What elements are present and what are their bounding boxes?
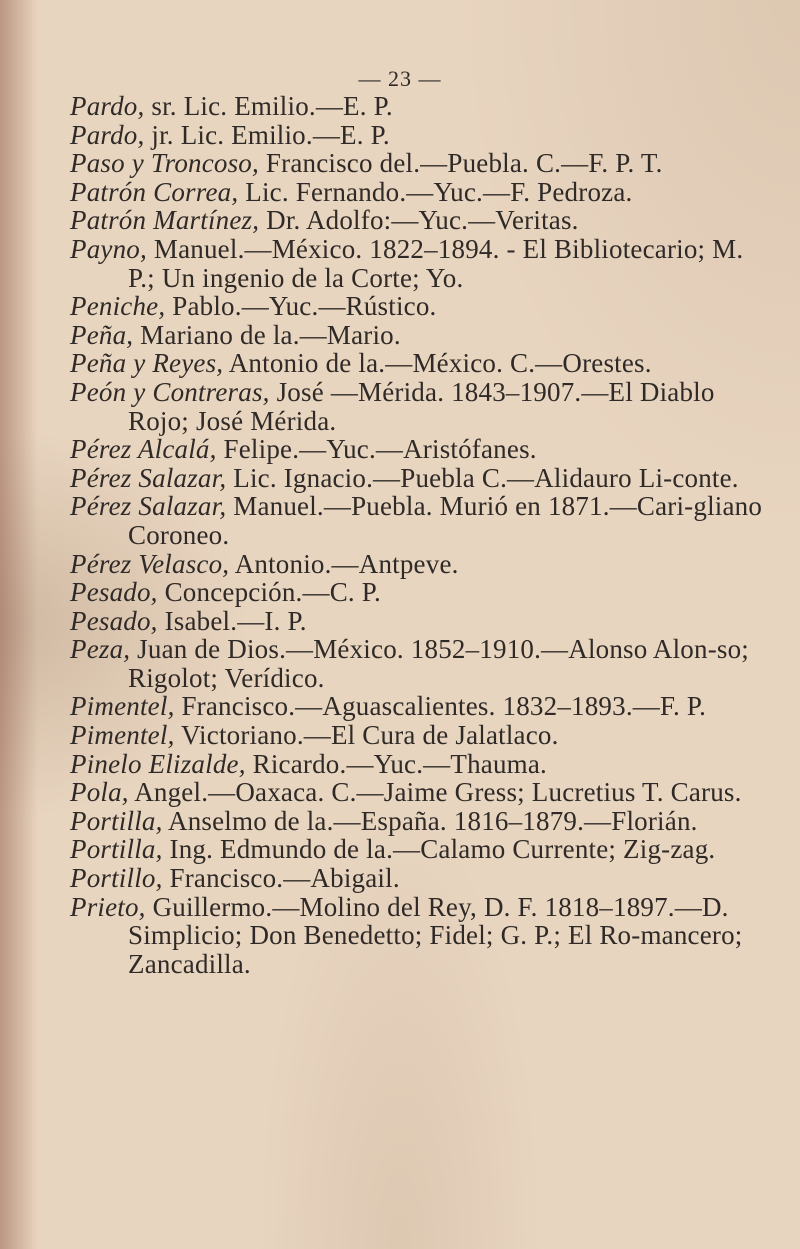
list-item [70,807,770,836]
entry-text: sr. Lic. Emilio.—E. P. [144,91,393,121]
list-item [70,893,770,979]
author-surname: Peza, [70,634,131,665]
author-surname: Pérez Salazar, [70,462,227,493]
list-item [70,292,770,321]
page-edge-shadow [0,0,38,1249]
list-item [70,92,770,121]
author-surname: Portilla, [70,834,163,865]
author-surname: Pardo, [70,119,145,150]
entry-text: Lic. Ignacio.—Puebla C.—Alidauro Li-conte. [226,462,739,493]
author-surname: Pérez Salazar, [70,491,227,522]
author-surname: Peña y Reyes, [70,348,224,379]
entry-text: Pablo.—Yuc.—Rústico. [165,291,437,322]
author-surname: Pinelo Elizalde, [70,748,246,779]
entry-text: Guillermo.—Molino del Rey, D. F. 1818–1897.—D. Simplicio; Don Benedetto; Fidel; G. P.; El Ro-mancero; Zancadilla. [128,891,743,979]
author-surname: Pola, [70,777,129,808]
entry-text: Isabel.—I. P. [157,605,307,636]
list-item [70,721,770,750]
author-surname: Prieto, [70,891,146,922]
list-item [70,378,770,435]
list-item [70,692,770,721]
pseudonym-list [70,92,770,978]
list-item [70,178,770,207]
entry-text: Antonio de la.—México. C.—Orestes. [223,348,652,379]
author-surname: Payno, [70,233,147,264]
list-item [70,550,770,579]
author-surname: Portillo, [70,863,163,894]
author-surname: Pérez Velasco, [70,548,230,579]
author-surname: Pimentel, [70,691,175,722]
entry-text: Juan de Dios.—México. 1852–1910.—Alonso Alon-so; Rigolot; Verídico. [128,634,750,693]
entry-text: Dr. Adolfo:—Yuc.—Veritas. [259,205,579,236]
list-item [70,750,770,779]
entry-text: Ing. Edmundo de la.—Calamo Currente; Zig-zag. [162,834,716,865]
author-surname: Peniche, [70,291,166,322]
entry-text: Mariano de la.—Mario. [133,319,401,350]
entry-text: jr. Lic. Emilio.—E. P. [144,119,390,150]
list-item [70,778,770,807]
list-item [70,121,770,150]
list-item [70,206,770,235]
list-item [70,864,770,893]
author-surname: Patrón Martínez, [70,205,260,236]
entry-text: Manuel.—México. 1822–1894. - El Bibliotecario; M. P.; Un ingenio de la Corte; Yo. [128,233,744,293]
entry-text: Felipe.—Yuc.—Aristófanes. [216,434,537,465]
list-item [70,149,770,178]
entry-text: Concepción.—C. P. [157,577,381,608]
author-surname: Pesado, [70,605,158,636]
entry-text: Francisco del.—Puebla. C.—F. P. T. [258,148,663,179]
entry-text: Ricardo.—Yuc.—Thauma. [245,748,547,779]
page-number: — 23 — [358,66,442,91]
list-item [70,492,770,549]
list-item [70,321,770,350]
list-item [70,578,770,607]
author-surname: Pérez Alcalá, [70,434,217,465]
author-surname: Pardo, [70,91,145,121]
author-surname: Peón y Contreras, [70,376,270,407]
list-item [70,435,770,464]
list-item [70,349,770,378]
entry-text: José —Mérida. 1843–1907.—El Diablo Rojo; José Mérida. [128,376,715,436]
entry-text: Manuel.—Puebla. Murió en 1871.—Cari-gliano Coroneo. [128,491,763,550]
author-surname: Paso y Troncoso, [70,148,259,179]
entry-text: Angel.—Oaxaca. C.—Jaime Gress; Lucretius T. Carus. [128,777,742,808]
author-surname: Pesado, [70,577,158,608]
list-item [70,235,770,292]
list-item [70,635,770,692]
entry-text: Antonio.—Antpeve. [229,548,459,579]
list-item [70,835,770,864]
author-surname: Pimentel, [70,720,175,751]
entry-text: Lic. Fernando.—Yuc.—F. Pedroza. [238,176,633,207]
author-surname: Portilla, [70,805,163,836]
list-item [70,607,770,636]
entry-text: Francisco.—Aguascalientes. 1832–1893.—F. P. [174,691,707,722]
entry-text: Francisco.—Abigail. [162,863,400,894]
author-surname: Patrón Correa, [70,176,239,207]
entry-text: Victoriano.—El Cura de Jalatlaco. [174,720,559,751]
author-surname: Peña, [70,319,134,350]
list-item [70,464,770,493]
entry-text: Anselmo de la.—España. 1816–1879.—Florián. [162,805,698,836]
